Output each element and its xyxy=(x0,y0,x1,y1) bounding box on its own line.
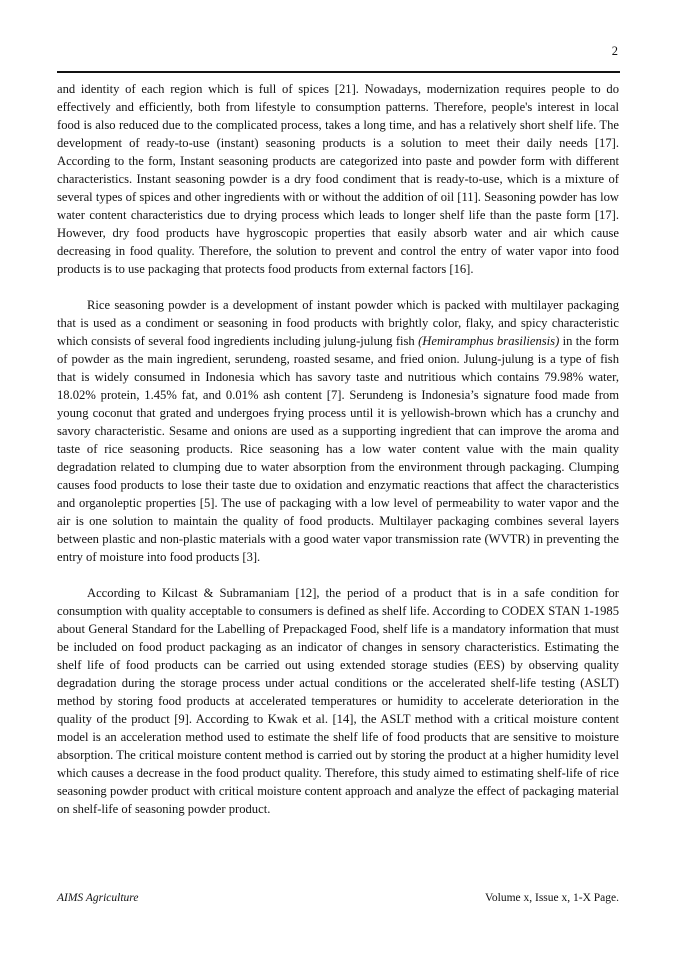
paragraph-1 xyxy=(57,80,619,278)
header-rule xyxy=(57,71,620,73)
paragraph-2-text-start: Rice seasoning powder is a development of instant powder which is packed with multilayer packaging that is used as a condiment or seasoning in food products with brightly color, flaky, and spicy characteristic which consists of several food ingredients including julung-julung fish xyxy=(57,298,619,348)
page-footer xyxy=(57,892,619,904)
paragraph-1-text: and identity of each region which is full of spices [21]. Nowadays, modernization requires people to do effectively and efficiently, both from lifestyle to consumption patterns. Therefore, people's interest in local food is also reduced due to the complicated process, takes a long time, and has a relatively short shelf life. The development of ready-to-use (instant) seasoning products is a solution to meet their daily needs [17]. According to the form, Instant seasoning products are categorized into paste and powder form with different characteristics. Instant seasoning powder is a dry food condiment that is ready-to-use, which is a mixture of several types of spices and other ingredients with or without the addition of oil [11]. Seasoning powder has low water content characteristics due to drying process which leads to longer shelf life than the paste form [17]. However, dry food products have hygroscopic properties that easily absorb water and air which cause decreasing in food quality. Therefore, the solution to prevent and control the entry of water vapor into food products is to use packaging that protects food products from external factors [16]. xyxy=(57,82,619,276)
paragraph-2-text-end: in the form of powder as the main ingredient, serundeng, roasted sesame, and fried onion. Julung-julung is a type of fish that is widely consumed in Indonesia which has savory taste and nutritious which contains 79.98% water, 18.02% protein, 1.45% fat, and 0.01% ash content [7]. Serundeng is Indonesia’s signature food made from young coconut that grated and undergoes frying process until it is yellowish-brown which has a crunchy and savory characteristic. Sesame and onions are used as a supporting ingredient that can improve the aroma and taste of rice seasoning products. Rice seasoning has a low water content value with the main quality degradation related to clumping due to water absorption from the environment through packaging. Clumping causes food products to lose their taste due to oxidation and enzymatic reactions that affect the characteristics and organoleptic properties [5]. The use of packaging with a low level of permeability to water vapor and the air is one solution to maintain the quality of food products. Multilayer packaging combines several layers between plastic and non-plastic materials with a good water vapor transmission rate (WVTR) in preventing the entry of moisture into food products [3]. xyxy=(57,334,619,564)
paragraph-2 xyxy=(57,296,619,566)
journal-name: AIMS Agriculture xyxy=(57,892,139,904)
page-number: 2 xyxy=(611,44,618,58)
paragraph-3-text: According to Kilcast & Subramaniam [12], the period of a product that is in a safe condition for consumption with quality acceptable to consumers is defined as shelf life. According to CODEX STAN 1-1985 about General Standard for the Labelling of Prepackaged Food, shelf life is a mandatory information that must be included on food product packaging as an indicator of changes in sensory characteristics. Estimating the shelf life of food products can be carried out using extended storage studies (EES) by observing quality degradation during the storage process under actual conditions or the accelerated shelf-life testing (ASLT) method by storing food products at accelerated temperatures or humidity to accelerate deterioration in the quality of the product [9]. According to Kwak et al. [14], the ASLT method with a critical moisture content model is an acceleration method used to estimate the shelf life of food products that are sensitive to moisture absorption. The critical moisture content method is carried out by storing the product at a higher humidity level which causes a decrease in the food product quality. Therefore, this study aimed to estimating shelf-life of rice seasoning powder product with critical moisture content approach and analyze the effect of packaging material on shelf-life of seasoning powder product. xyxy=(57,586,619,816)
species-name: (Hemiramphus brasiliensis) xyxy=(418,334,560,348)
paragraph-3 xyxy=(57,584,619,818)
body-text xyxy=(57,80,619,818)
volume-info: Volume x, Issue x, 1-X Page. xyxy=(485,892,619,904)
